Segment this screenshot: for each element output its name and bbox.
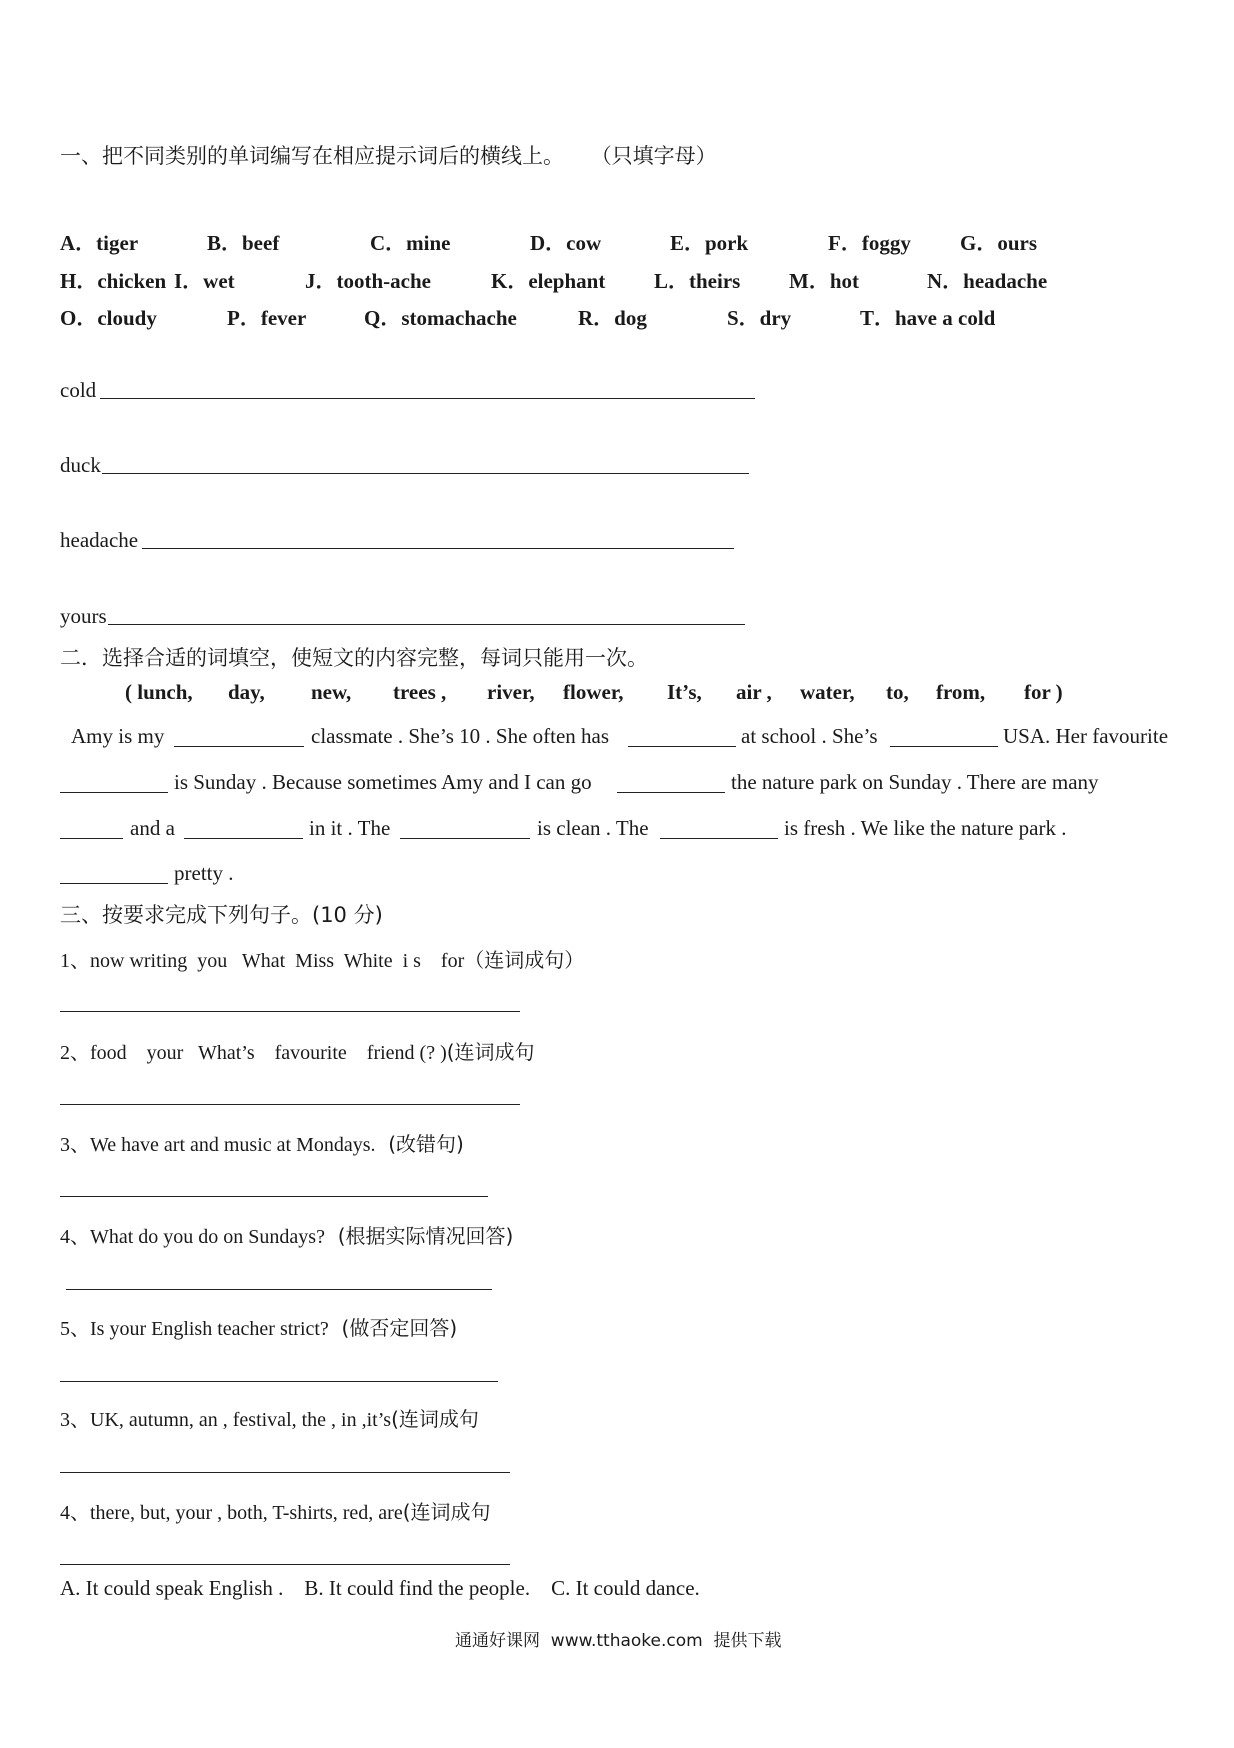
option: E．pork	[670, 231, 749, 255]
option: K．elephant	[491, 269, 606, 293]
word-bank-item: trees ,	[393, 680, 447, 704]
option: M．hot	[789, 269, 859, 293]
blank[interactable]	[400, 838, 530, 839]
section3-title: 三、按要求完成下列句子。(10 分)	[60, 903, 383, 927]
blank[interactable]	[660, 838, 778, 839]
answer-line-duck[interactable]	[102, 473, 749, 474]
answer-line[interactable]	[60, 1011, 520, 1012]
option: I．wet	[174, 269, 235, 293]
question-6	[60, 1403, 479, 1432]
word-bank-item: new,	[311, 680, 352, 704]
option: B．beef	[207, 231, 280, 255]
passage-text: is Sunday . Because sometimes Amy and I can go	[174, 770, 592, 794]
answer-line-yours[interactable]	[108, 624, 745, 625]
option: O．cloudy	[60, 306, 157, 330]
option: H．chicken	[60, 269, 167, 293]
answer-line[interactable]	[60, 1472, 510, 1473]
word-bank-item: river,	[487, 680, 535, 704]
option: T．have a cold	[860, 306, 996, 330]
blank[interactable]	[617, 792, 725, 793]
question-instruction: (改错句)	[375, 1132, 464, 1156]
option: A．tiger	[60, 231, 139, 255]
option: Q．stomachache	[364, 306, 517, 330]
section1-title	[60, 140, 717, 170]
passage-text: USA. Her favourite	[1003, 724, 1169, 748]
answer-line[interactable]	[60, 1104, 520, 1105]
question-text: 1、now writing you What Miss White i s for	[60, 950, 465, 972]
passage-text: at school . She’s	[741, 724, 878, 748]
option: F．foggy	[828, 231, 911, 255]
word-bank-item: air ,	[736, 680, 772, 704]
section1-note: （只填字母）	[590, 144, 717, 168]
blank[interactable]	[628, 746, 736, 747]
question-instruction: （连词成句）	[464, 948, 585, 972]
option: R．dog	[578, 306, 647, 330]
footer-source: 通通好课网 www.tthaoke.com 提供下载	[455, 1631, 782, 1651]
passage-text: pretty .	[174, 861, 234, 885]
word-bank-item: It’s,	[667, 680, 702, 704]
blank[interactable]	[60, 838, 123, 839]
blank[interactable]	[184, 838, 303, 839]
option: J．tooth-ache	[305, 269, 431, 293]
question-text: 3、We have art and music at Mondays.	[60, 1134, 376, 1156]
option: S．dry	[727, 306, 792, 330]
answer-line[interactable]	[60, 1564, 510, 1565]
question-3	[60, 1128, 464, 1157]
question-4	[60, 1220, 513, 1249]
prompt-duck: duck	[60, 453, 101, 477]
question-text: 3、UK, autumn, an , festival, the , in ,it’s	[60, 1409, 392, 1431]
blank[interactable]	[60, 883, 168, 884]
passage-text: the nature park on Sunday . There are many	[731, 770, 1099, 794]
word-bank-item: day,	[228, 680, 265, 704]
option: N．headache	[927, 269, 1048, 293]
question-text: 4、What do you do on Sundays?	[60, 1226, 325, 1248]
question-5	[60, 1312, 457, 1341]
passage-text: Amy is my	[71, 724, 165, 748]
question-instruction: (连词成句	[446, 1040, 535, 1064]
passage-text: in it . The	[309, 816, 391, 840]
passage-text: and a	[130, 816, 175, 840]
passage-text: classmate . She’s 10 . She often has	[311, 724, 610, 748]
question-1	[60, 944, 584, 973]
choice-options-line: A. It could speak English . B. It could find the people. C. It could dance.	[60, 1576, 700, 1600]
option: P．fever	[227, 306, 307, 330]
prompt-headache: headache	[60, 528, 139, 552]
question-text: 2、food your What’s favourite friend (? )	[60, 1042, 447, 1064]
answer-line[interactable]	[60, 1381, 498, 1382]
question-instruction: (连词成句	[402, 1500, 491, 1524]
question-instruction: (连词成句	[391, 1407, 479, 1431]
word-bank-item: ( lunch,	[125, 680, 193, 704]
option: C．mine	[370, 231, 451, 255]
word-bank-item: to,	[886, 680, 909, 704]
option: D．cow	[530, 231, 602, 255]
question-2	[60, 1036, 535, 1065]
question-instruction: (根据实际情况回答)	[324, 1224, 514, 1248]
blank[interactable]	[890, 746, 998, 747]
section1-title-text: 一、把不同类别的单词编写在相应提示词后的横线上。	[60, 144, 564, 168]
blank[interactable]	[60, 792, 168, 793]
answer-line-headache[interactable]	[142, 548, 734, 549]
question-text: 5、Is your English teacher strict?	[60, 1318, 329, 1340]
passage-text: is clean . The	[537, 816, 649, 840]
word-bank-item: from,	[936, 680, 986, 704]
answer-line[interactable]	[60, 1196, 488, 1197]
answer-line[interactable]	[66, 1289, 492, 1290]
question-instruction: (做否定回答)	[328, 1316, 458, 1340]
prompt-cold: cold	[60, 378, 97, 402]
word-bank-item: water,	[800, 680, 855, 704]
prompt-yours: yours	[60, 604, 107, 628]
passage-text: is fresh . We like the nature park .	[784, 816, 1067, 840]
word-bank-item: flower,	[563, 680, 624, 704]
option: G．ours	[960, 231, 1038, 255]
option: L．theirs	[654, 269, 741, 293]
question-text: 4、there, but, your , both, T-shirts, red, are	[60, 1502, 403, 1524]
question-7	[60, 1496, 491, 1525]
section2-title: 二．选择合适的词填空，使短文的内容完整，每词只能用一次。	[60, 646, 648, 670]
word-bank-item: for )	[1024, 680, 1063, 704]
blank[interactable]	[174, 746, 304, 747]
answer-line-cold[interactable]	[100, 398, 755, 399]
